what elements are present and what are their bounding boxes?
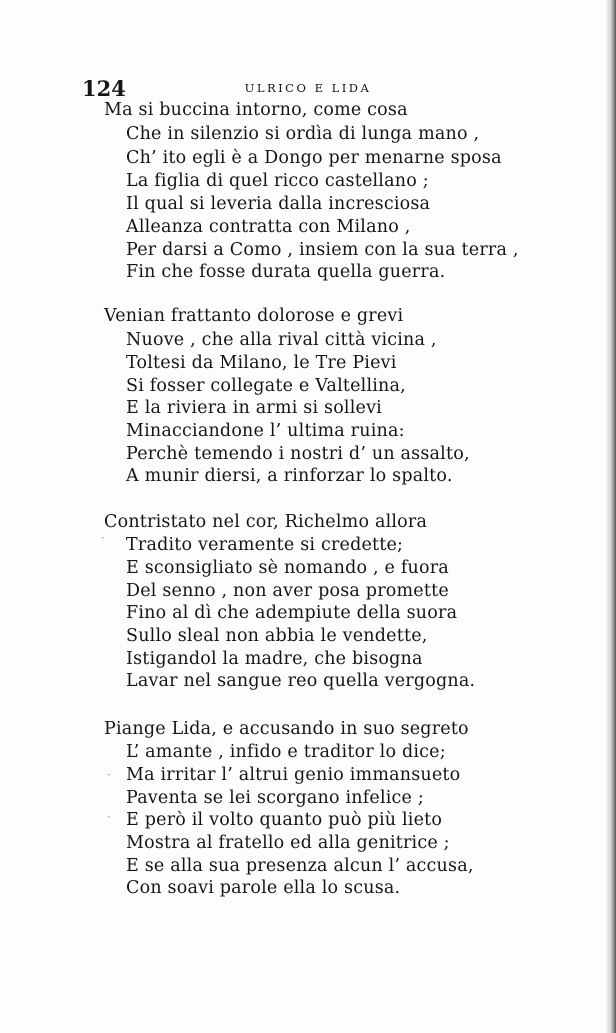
verse-line: Istigandol la madre, che bisogna	[126, 649, 423, 669]
margin-speck: ·	[101, 531, 105, 545]
verse-line: E sconsigliato sè nomando , e fuora	[126, 558, 449, 578]
verse-line: Con soavi parole ella lo scusa.	[126, 878, 401, 898]
verse-line: Toltesi da Milano, le Tre Pievi	[126, 353, 397, 373]
verse-line: Paventa se lei scorgano infelice ;	[126, 788, 424, 808]
verse-line: Contristato nel cor, Richelmo allora	[104, 512, 428, 532]
verse-line: Ma si buccina intorno, come cosa	[104, 100, 408, 120]
verse-line: E però il volto quanto può più lieto	[126, 810, 443, 830]
verse-line: L’ amante , infido e traditor lo dice;	[126, 742, 446, 762]
running-head: ULRICO E LIDA	[244, 81, 372, 95]
verse-line: Venian frattanto dolorose e grevi	[104, 306, 404, 326]
verse-line: Il qual si leveria dalla incresciosa	[126, 194, 431, 214]
verse-line: Minacciandone l’ ultima ruina:	[126, 421, 405, 441]
verse-line: Del senno , non aver posa promette	[126, 581, 449, 601]
verse-line: Tradito veramente si credette;	[126, 535, 404, 555]
verse-line: A munir diersi, a rinforzar lo spalto.	[126, 466, 453, 486]
verse-line: Sullo sleal non abbia le vendette,	[126, 626, 428, 646]
verse-line: Che in silenzio si ordìa di lunga mano ,	[126, 124, 480, 144]
page-edge-shadow	[606, 0, 616, 1033]
verse-line: Piange Lida, e accusando in suo segreto	[104, 719, 469, 739]
verse-line: E la riviera in armi si sollevi	[126, 398, 382, 418]
verse-line: Mostra al fratello ed alla genitrice ;	[126, 833, 450, 853]
verse-line: Per darsi a Como , insiem con la sua terra ,	[126, 240, 519, 260]
verse-line: Si fosser collegate e Valtellina,	[126, 376, 406, 396]
verse-line: Perchè temendo i nostri d’ un assalto,	[126, 444, 470, 464]
margin-speck: ·	[107, 810, 111, 824]
verse-line: Ch’ ito egli è a Dongo per menarne sposa	[126, 148, 502, 168]
verse-line: Fino al dì che adempiute della suora	[126, 603, 458, 623]
page-number: 124	[82, 76, 126, 101]
verse-line: Ma irritar l’ altrui genio immansueto	[126, 765, 461, 785]
verse-line: La figlia di quel ricco castellano ;	[126, 171, 429, 191]
verse-line: Nuove , che alla rival città vicina ,	[126, 330, 437, 350]
verse-line: Alleanza contratta con Milano ,	[126, 217, 411, 237]
margin-speck: ·	[107, 768, 111, 782]
verse-line: Lavar nel sangue reo quella vergogna.	[126, 671, 476, 691]
verse-line: Fin che fosse durata quella guerra.	[126, 262, 446, 282]
verse-line: E se alla sua presenza alcun l’ accusa,	[126, 856, 474, 876]
